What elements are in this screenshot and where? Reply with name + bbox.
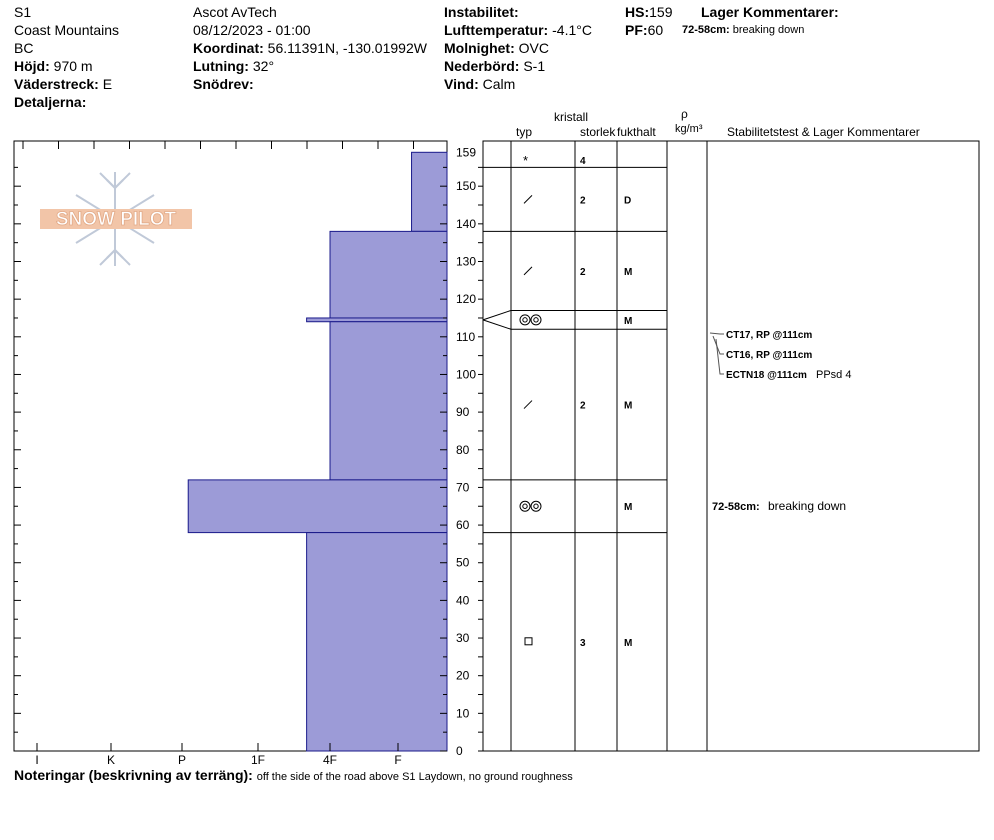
grain-size: 2 [580,400,586,412]
precip-label: Nederbörd: [444,58,520,74]
y-tick-label: 30 [456,631,470,646]
y-tick-label: 130 [456,254,477,269]
hardness-bar-1 [330,231,447,318]
drift-label: Snödrev: [193,76,254,92]
stability-test-label: CT17, RP @111cm [726,330,813,341]
layer-comment-text: breaking down [768,499,847,514]
y-tick-label: 60 [456,518,470,533]
hs-value: 159 [649,4,673,20]
melt-grain-icon [534,504,538,508]
aspect-label: Väderstreck: [14,76,99,92]
melt-grain-icon [523,504,527,508]
stability-test-label: ECTN18 @111cm [726,370,807,381]
coord-value: 56.11391N, -130.01992W [267,40,427,56]
new-snow-grain-icon: * [523,152,529,168]
moisture-code: M [624,266,633,278]
elevation-label: Höjd: [14,58,50,74]
hardness-bar-3 [330,322,447,480]
header-layer-comment-text: breaking down [732,24,805,36]
sky-value: OVC [518,40,549,56]
top-ticks [23,141,414,149]
decomposing-grain-icon [524,195,532,203]
grain-size: 2 [580,266,586,278]
crystal-header: kristall [554,110,589,124]
observer-name: Ascot AvTech [193,4,277,20]
x-tick-label: P [177,753,187,767]
grain-size: 3 [580,637,586,649]
details-label: Detaljerna: [14,94,87,110]
y-tick-label: 159 [456,145,477,160]
wind-label: Vind: [444,76,479,92]
y-tick-label: 120 [456,292,477,307]
y-tick-label: 80 [456,442,470,457]
decomposing-grain-icon [524,401,532,409]
moisture-code: M [624,637,633,649]
density-unit-header: kg/m³ [675,123,703,135]
site-name: S1 [14,4,32,20]
pf-label: PF: [625,22,648,38]
hardness-bars [188,152,447,751]
y-tick-label: 50 [456,555,470,570]
sky-label: Molnighet: [444,40,515,56]
test-arrow [710,333,724,334]
type-header: typ [516,125,533,139]
decomposing-grain-icon [524,267,532,275]
footer-label: Noteringar (beskrivning av terräng): [14,767,253,783]
stability-test-extra: PPsd 4 [816,369,852,381]
pf-value: 60 [647,22,664,38]
footer-text: off the side of the road above S1 Laydown, no ground roughness [256,771,573,783]
moisture-header: fukthalt [617,125,656,139]
size-header: storlek [580,125,616,139]
instability-label: Instabilitet: [444,4,519,20]
precip-value: S-1 [523,58,546,74]
elevation-value: 970 m [53,58,93,74]
airtemp-value: -4.1°C [552,22,592,38]
wind-value: Calm [482,76,516,92]
range-name: Coast Mountains [14,22,120,38]
melt-grain-icon [523,318,527,322]
state-name: BC [14,40,34,56]
layer-comment-range: 72-58cm: [712,501,760,514]
y-tick-label: 100 [456,367,477,382]
test-arrow [716,339,724,374]
aspect-value: E [102,76,113,92]
airtemp-label: Lufttemperatur: [444,22,549,38]
logo-text: SNOW PILOT [55,209,177,230]
x-tick-label: I [35,753,39,767]
comments-header: Stabilitetstest & Lager Kommentarer [727,125,920,139]
melt-grain-icon [531,315,541,325]
x-tick-label: F [394,753,402,767]
slope-label: Lutning: [193,58,249,74]
hardness-bar-5 [307,533,447,751]
y-tick-label: 70 [456,480,470,495]
stability-tests [710,330,851,513]
hs-label: HS: [625,4,650,20]
melt-grain-icon [520,315,530,325]
hardness-bar-0 [412,152,447,231]
coord-label: Koordinat: [193,40,264,56]
footer-notes [14,767,573,784]
melt-grain-icon [520,501,530,511]
snowpilot-logo [40,172,192,266]
observation-datetime: 08/12/2023 - 01:00 [193,22,311,38]
x-tick-label: 1F [250,753,266,767]
melt-grain-icon [531,501,541,511]
x-tick-label: K [106,753,116,767]
layer-comments-title: Lager Kommentarer: [701,4,839,20]
y-tick-label: 10 [456,706,470,721]
thin-layer-pointer [483,310,511,319]
y-tick-label: 40 [456,593,470,608]
moisture-code: M [624,400,633,412]
hardness-bar-2 [307,318,447,322]
y-tick-label: 0 [456,744,463,758]
stability-test-label: CT16, RP @111cm [726,350,813,361]
x-tick-label: 4F [322,753,338,767]
faceted-grain-icon [525,638,532,645]
melt-grain-icon [534,318,538,322]
rho-header: ρ [681,107,688,121]
y-tick-label: 20 [456,668,470,683]
y-tick-label: 110 [456,329,476,344]
grain-size: 4 [580,155,586,167]
grain-size: 2 [580,195,586,207]
layer-table-frame [483,141,979,751]
hardness-bar-4 [188,480,447,533]
test-arrow [713,336,724,354]
moisture-code: M [624,502,633,514]
y-tick-label: 140 [456,216,477,231]
header-layer-comment-range: 72-58cm: [682,24,730,36]
moisture-code: M [624,315,633,327]
thin-layer-pointer [483,320,511,329]
y-tick-label: 90 [456,405,470,420]
slope-value: 32° [252,58,275,74]
y-tick-label: 150 [456,179,477,194]
moisture-code: D [624,195,632,207]
